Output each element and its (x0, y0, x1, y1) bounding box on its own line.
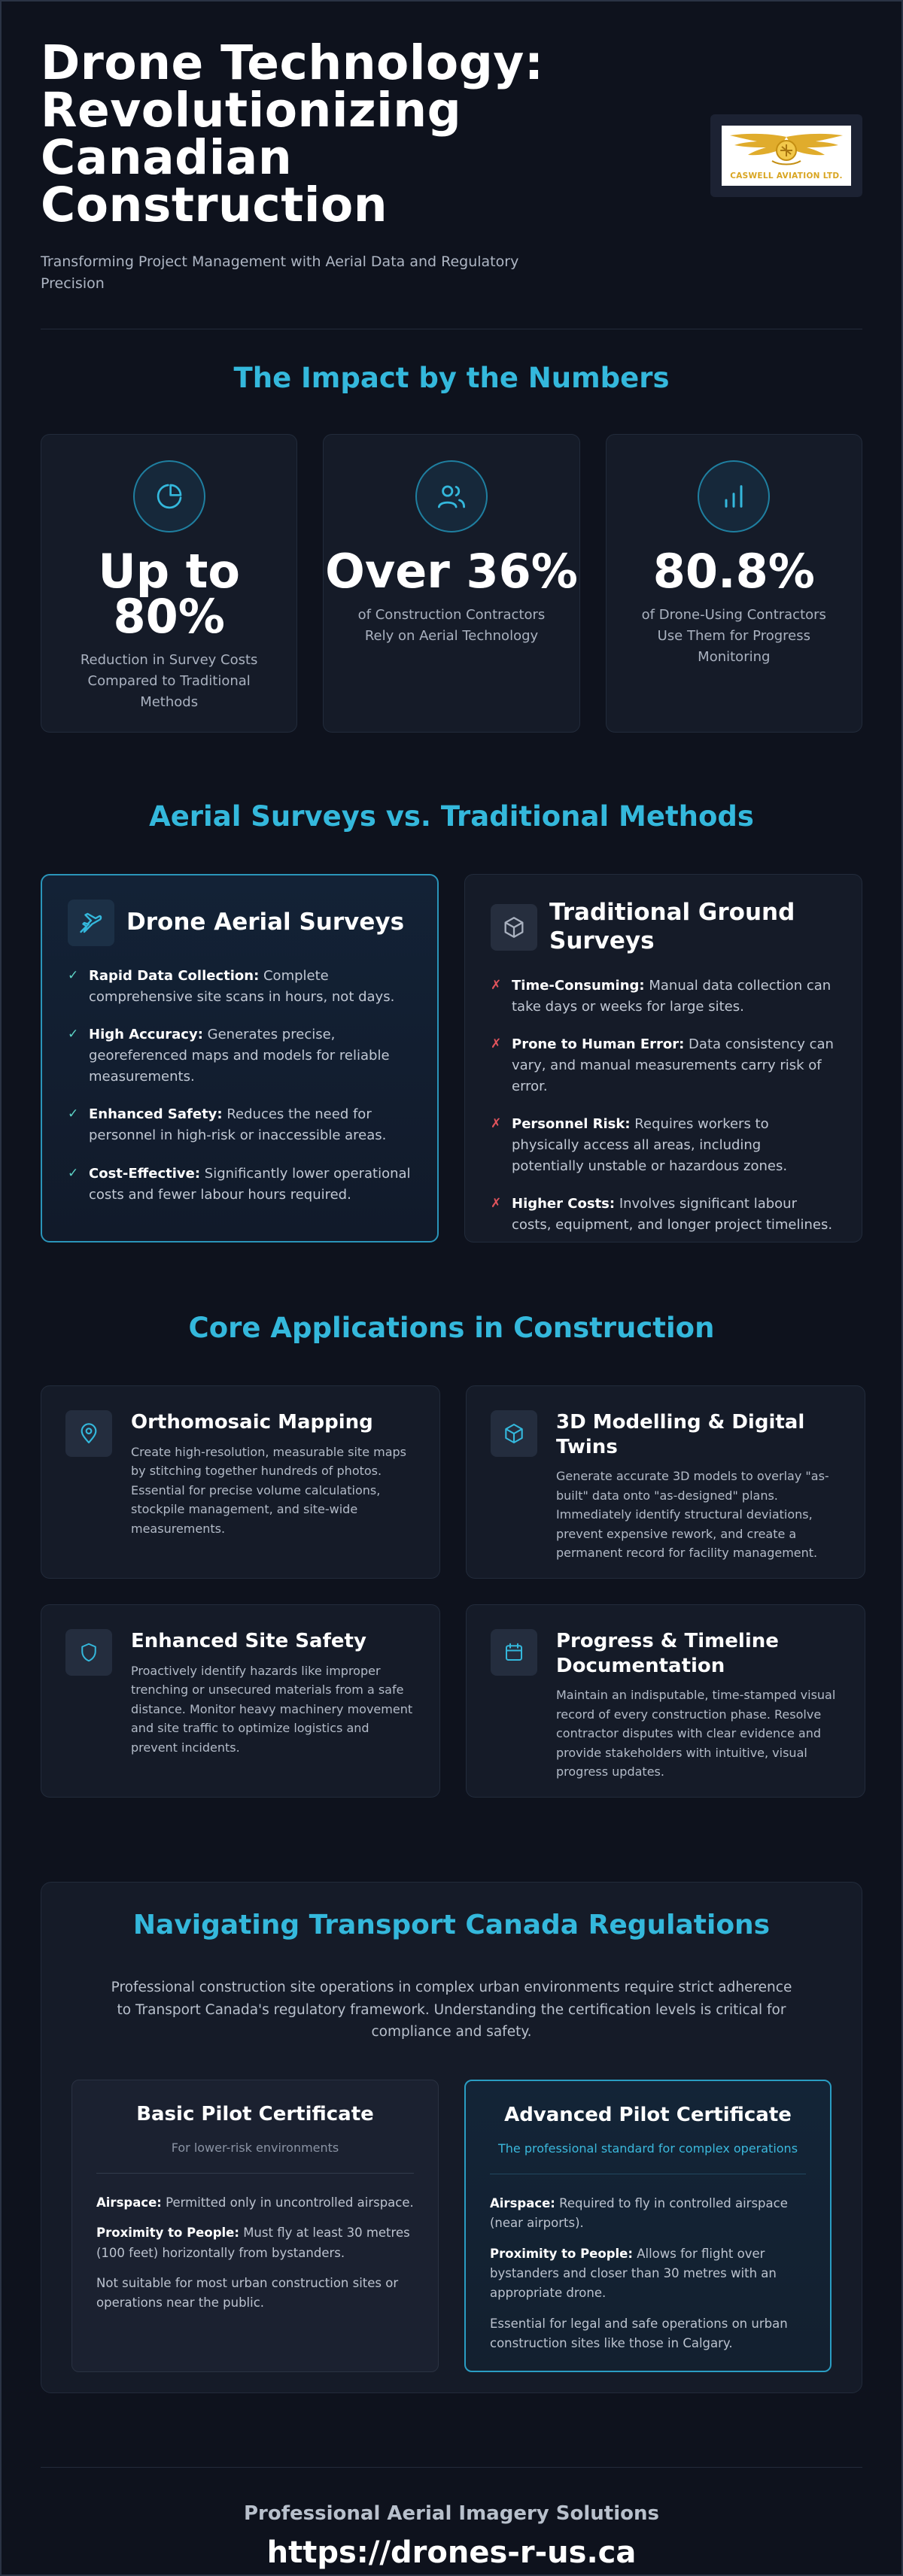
drone-plane-icon (68, 900, 114, 946)
app-description: Proactively identify hazards like improper trenching or unsecured materials from a safe distance. Monitor heavy machinery movement and site traffic to optimize logistics and prevent incidents. (131, 1663, 413, 1755)
list-item: ✗ Time-Consuming: Manual data collection can take days or weeks for large sites. (491, 975, 836, 1018)
stat-card-progress-monitoring (606, 434, 862, 733)
check-icon: ✓ (68, 968, 79, 983)
regulations-intro: Professional construction site operations in complex urban environments require strict adherence to Transport Canada's regulatory framework. Understanding the certification levels is critical for compliance and safety. (111, 1980, 792, 2040)
app-title: Enhanced Site Safety (131, 1630, 366, 1652)
stat-label: Reduction in Survey Costs Compared to Traditional Methods (80, 652, 258, 711)
proximity-rule: Proximity to People: Allows for flight over bystanders and closer than 30 metres with an appropriate drone. (490, 2246, 777, 2301)
app-card-progress-documentation (466, 1604, 865, 1798)
advanced-certificate-card (464, 2080, 832, 2372)
drone-survey-card (41, 874, 439, 1242)
regulations-section (41, 1882, 862, 2393)
impact-section (41, 362, 862, 733)
page-title: Drone Technology: Revolutionizing Canadian Construction (41, 35, 544, 232)
check-icon: ✓ (68, 1165, 79, 1181)
applications-title: Core Applications in Construction (188, 1312, 715, 1344)
app-description: Generate accurate 3D models to overlay "as-built" data onto "as-designed" plans. Immediately identify structural deviations, prevent expensive rework, and create a permanent record for facility management. (556, 1469, 829, 1561)
page-subtitle: Transforming Project Management with Aerial Data and Regulatory Precision (41, 253, 519, 292)
list-item: ✗ Higher Costs: Involves significant labour costs, equipment, and longer project timelines. (491, 1194, 836, 1236)
certificate-title: Advanced Pilot Certificate (504, 2103, 792, 2126)
logo-image: CASWELL AVIATION LTD. (722, 126, 851, 186)
airspace-rule: Airspace: Permitted only in uncontrolled airspace. (96, 2195, 414, 2210)
divider (96, 2173, 414, 2174)
list-item: ✓ Enhanced Safety: Reduces the need for personnel in high-risk or inaccessible areas. (68, 1104, 412, 1146)
cross-icon: ✗ (491, 977, 502, 993)
users-icon (415, 460, 488, 532)
applications-section (41, 1312, 862, 1798)
cube-icon (491, 1410, 537, 1457)
certificate-note: Not suitable for most urban construction sites or operations near the public. (96, 2275, 399, 2311)
comparison-title: Aerial Surveys vs. Traditional Methods (149, 800, 754, 833)
header (41, 2, 862, 294)
calendar-icon (491, 1629, 537, 1676)
app-title: Orthomosaic Mapping (131, 1411, 373, 1434)
list-item: ✓ Rapid Data Collection: Complete comprehensive site scans in hours, not days. (68, 966, 412, 1008)
certificate-subtitle: The professional standard for complex operations (497, 2141, 798, 2156)
comparison-section (41, 800, 862, 1242)
footer-tagline: Professional Aerial Imagery Solutions (243, 2502, 659, 2525)
map-pin-icon (65, 1410, 112, 1457)
cross-icon: ✗ (491, 1036, 502, 1051)
drone-card-title: Drone Aerial Surveys (126, 909, 405, 936)
list-item: ✓ High Accuracy: Generates precise, georeferenced maps and models for reliable measurements. (68, 1024, 412, 1088)
list-item: ✗ Personnel Risk: Requires workers to physically access all areas, including potentially unstable or hazardous zones. (491, 1114, 836, 1177)
list-item: ✗ Prone to Human Error: Data consistency can vary, and manual measurements carry risk of error. (491, 1034, 836, 1097)
check-icon: ✓ (68, 1106, 79, 1122)
app-card-3d-modelling (466, 1385, 865, 1579)
stat-card-survey-costs (41, 434, 297, 733)
cross-icon: ✗ (491, 1196, 502, 1212)
stat-label: of Drone-Using Contractors Use Them for Progress Monitoring (641, 607, 826, 665)
airspace-rule: Airspace: Required to fly in controlled airspace (near airports). (490, 2195, 788, 2231)
app-card-site-safety (41, 1604, 440, 1798)
box-icon (491, 904, 537, 951)
app-title: 3D Modelling & Digital Twins (556, 1411, 805, 1458)
stat-label: of Construction Contractors Rely on Aerial Technology (357, 607, 546, 645)
winged-emblem-icon (727, 131, 846, 171)
traditional-card-title: Traditional Ground Surveys (549, 899, 795, 954)
app-description: Create high-resolution, measurable site maps by stitching together hundreds of photos. Essential for precise volume calculations, stockpile management, and site-wide measurements. (131, 1444, 406, 1536)
stat-value: Up to 80% (98, 544, 240, 645)
certificate-note: Essential for legal and safe operations on urban construction sites like those in Calgary. (490, 2316, 788, 2351)
stat-value: 80.8% (652, 544, 815, 599)
check-icon: ✓ (68, 1027, 79, 1042)
list-item: ✓ Cost-Effective: Significantly lower operational costs and fewer labour hours required. (68, 1164, 412, 1206)
proximity-rule: Proximity to People: Must fly at least 30 metres (100 feet) horizontally from bystanders. (96, 2226, 410, 2260)
basic-certificate-card (71, 2080, 439, 2372)
app-description: Maintain an indisputable, time-stamped visual record of every construction phase. Resolve contractor disputes with clear evidence and provide stakeholders with intuitive, visual progress updates. (556, 1688, 836, 1780)
certificate-title: Basic Pilot Certificate (136, 2102, 374, 2125)
company-logo (710, 114, 862, 197)
app-card-orthomosaic (41, 1385, 440, 1579)
certificate-subtitle: For lower-risk environments (171, 2140, 339, 2155)
footer (41, 2467, 862, 2570)
cross-icon: ✗ (491, 1116, 502, 1132)
impact-title: The Impact by the Numbers (233, 362, 670, 394)
stat-value: Over 36% (325, 544, 578, 599)
bar-chart-icon (698, 460, 770, 532)
traditional-survey-card (464, 874, 862, 1242)
app-title: Progress & Timeline Documentation (556, 1630, 779, 1677)
stat-card-contractors (323, 434, 579, 733)
regulations-title: Navigating Transport Canada Regulations (132, 1910, 771, 1940)
pie-chart-icon (133, 460, 205, 532)
footer-url-link[interactable]: https://drones-r-us.ca (266, 2535, 637, 2570)
shield-icon (65, 1629, 112, 1676)
